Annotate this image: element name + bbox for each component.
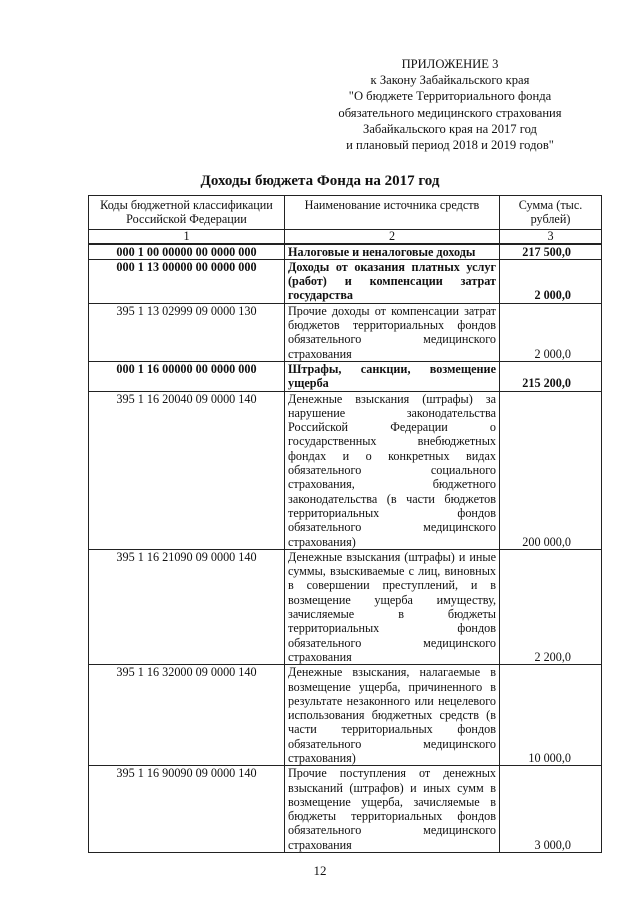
amount-cell: 10 000,0: [500, 665, 602, 766]
header-line: и плановый период 2018 и 2019 годов": [346, 138, 554, 153]
code-cell: 395 1 16 90090 09 0000 140: [89, 766, 285, 853]
header-line: ПРИЛОЖЕНИЕ 3: [401, 57, 499, 71]
amount-cell: 215 200,0: [500, 361, 602, 391]
table-row: [89, 549, 602, 664]
name-cell: Прочие поступления от денежных взысканий (штрафов) и иных сумм в возмещение ущерба, зачисляемые в бюджеты территориальных фондов обязательного медицинского страхования: [285, 766, 500, 853]
document-title: Доходы бюджета Фонда на 2017 год: [200, 173, 440, 189]
amount-cell: 200 000,0: [500, 391, 602, 549]
header-amount: Сумма (тыс. рублей): [500, 196, 602, 230]
table-row: [89, 766, 602, 853]
table-row: [89, 391, 602, 549]
table-header-row: [89, 196, 602, 230]
name-cell: Штрафы, санкции, возмещение ущерба: [285, 361, 500, 391]
column-number-row: [89, 229, 602, 244]
name-cell: Прочие доходы от компенсации затрат бюджетов территориальных фондов обязательного медицинского страхования: [285, 303, 500, 361]
code-cell: 000 1 00 00000 00 0000 000: [89, 244, 285, 260]
code-cell: 395 1 13 02999 09 0000 130: [89, 303, 285, 361]
header-name: Наименование источника средств: [285, 196, 500, 230]
code-cell: 000 1 13 00000 00 0000 000: [89, 259, 285, 303]
name-cell: Доходы от оказания платных услуг (работ) и компенсации затрат государства: [285, 259, 500, 303]
table-row: [89, 665, 602, 766]
header-line: к Закону Забайкальского края: [370, 73, 530, 88]
appendix-header: [300, 56, 600, 153]
code-cell: 395 1 16 32000 09 0000 140: [89, 665, 285, 766]
amount-cell: 2 200,0: [500, 549, 602, 664]
name-cell: Налоговые и неналоговые доходы: [285, 244, 500, 260]
table-row: [89, 361, 602, 391]
name-cell: Денежные взыскания (штрафы) за нарушение законодательства Российской Федерации о государственных внебюджетных фондах и о конкретных видах обязательного социального страхования, бюджетного законодательства (в части бюджетов территориальных фондов обязательного медицинского страхования): [285, 391, 500, 549]
code-cell: 000 1 16 00000 00 0000 000: [89, 361, 285, 391]
table-row: [89, 303, 602, 361]
amount-cell: 3 000,0: [500, 766, 602, 853]
column-number: 2: [285, 229, 500, 244]
code-cell: 395 1 16 20040 09 0000 140: [89, 391, 285, 549]
income-table: [88, 195, 602, 853]
header-line: обязательного медицинского страхования: [338, 105, 562, 120]
column-number: 3: [500, 229, 602, 244]
column-number: 1: [89, 229, 285, 244]
name-cell: Денежные взыскания (штрафы) и иные суммы, взыскиваемые с лиц, виновных в совершении преступлений, и в возмещение ущерба имуществу, зачисляемые в бюджеты территориальных фондов обязательного медицинского страхования: [285, 549, 500, 664]
table-row: [89, 259, 602, 303]
page-number: 12: [313, 863, 327, 878]
name-cell: Денежные взыскания, налагаемые в возмещение ущерба, причиненного в результате незаконного или нецелевого использования бюджетных средств (в части территориальных фондов обязательного медицинского страхования): [285, 665, 500, 766]
amount-cell: 217 500,0: [500, 244, 602, 260]
table-row: [89, 244, 602, 260]
header-line: "О бюджете Территориального фонда: [348, 89, 552, 104]
code-cell: 395 1 16 21090 09 0000 140: [89, 549, 285, 664]
amount-cell: 2 000,0: [500, 303, 602, 361]
amount-cell: 2 000,0: [500, 259, 602, 303]
header-code: Коды бюджетной классификации Российской Федерации: [89, 196, 285, 230]
header-line: Забайкальского края на 2017 год: [363, 121, 537, 136]
